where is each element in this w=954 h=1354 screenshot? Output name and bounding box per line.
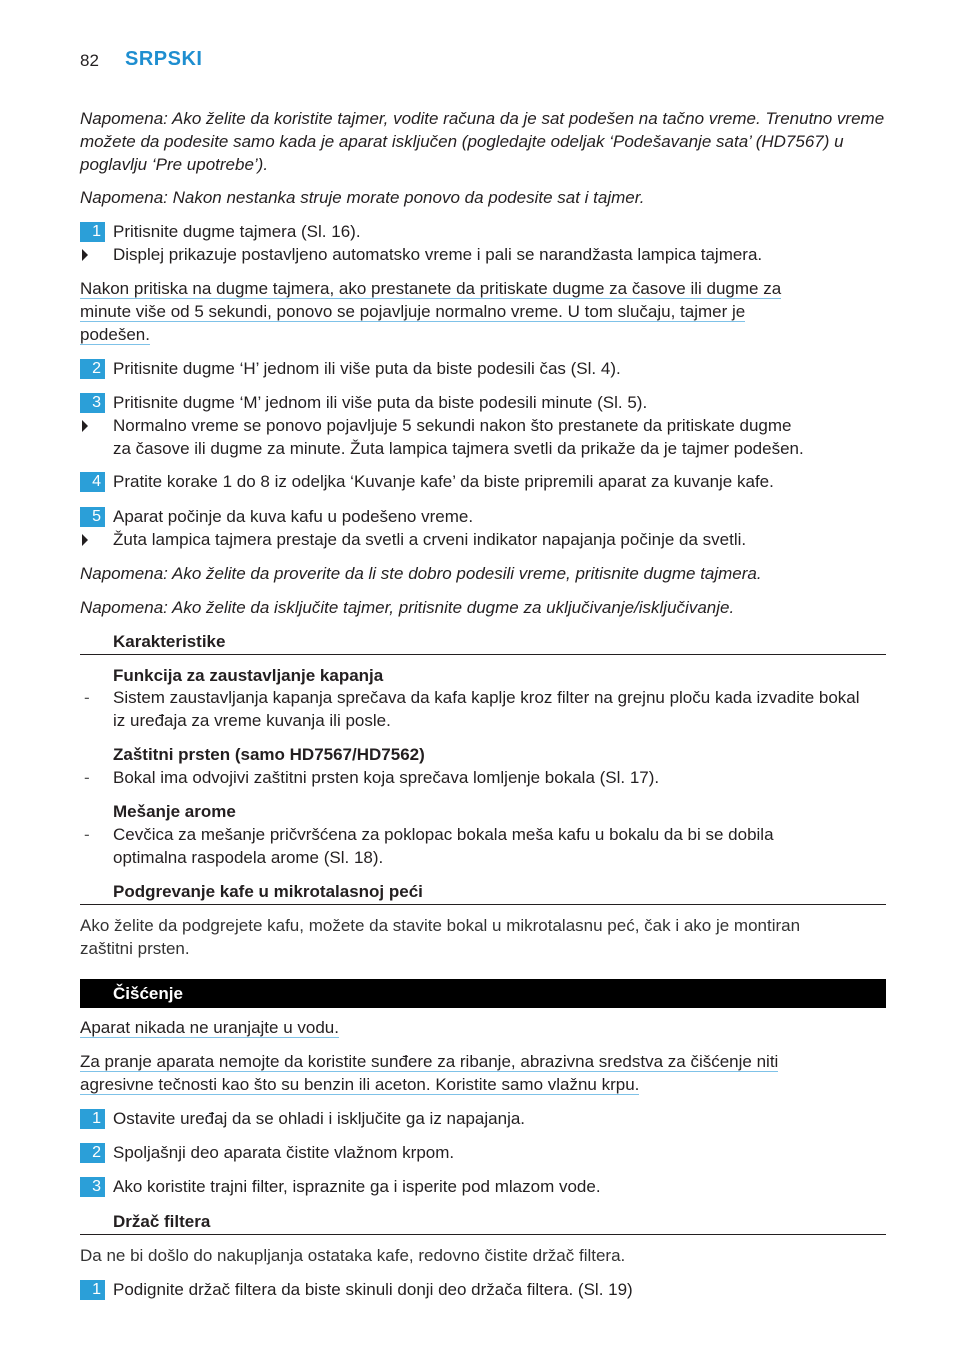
step-text: Spoljašnji deo aparata čistite vlažnom krpom. (113, 1143, 455, 1162)
item-text (113, 823, 886, 869)
step-number: 1 (80, 1109, 105, 1129)
timer-bullet-3 (80, 414, 886, 460)
step-text: Ako koristite trajni filter, ispraznite ga i isperite pod mlazom vode. (113, 1177, 601, 1196)
step-text: Pritisnite dugme tajmera (Sl. 16). (113, 222, 361, 241)
note-check-time: Napomena: Ako želite da proverite da li ste dobro podesili vreme, pritisnite dugme tajmera. (80, 564, 762, 583)
dash-bullet: - (84, 688, 90, 707)
timer-bullet-1 (80, 243, 886, 266)
bullet-arrow-icon (82, 534, 88, 546)
timer-step-1 (80, 220, 886, 243)
bullet-text: Žuta lampica tajmera prestaje da svetli a crveni indikator napajanja počinje da svetli. (113, 530, 747, 549)
cleaning-step-2 (80, 1141, 886, 1164)
timer-step-3 (80, 391, 886, 414)
note-disable-timer: Napomena: Ako želite da isključite tajmer, pritisnite dugme za uključivanje/isključivanje. (80, 598, 735, 617)
step-number: 5 (80, 507, 105, 527)
step-text: Aparat počinje da kuva kafu u podešeno vreme. (113, 507, 474, 526)
timer-warning (80, 277, 886, 346)
bullet-line: za časove ili dugme za minute. Žuta lampica tajmera svetli da prikaže da je tajmer podešen. (113, 439, 804, 458)
section-bar-title: Čišćenje (113, 984, 183, 1003)
item-line: iz uređaja za vreme kuvanja ili posle. (113, 711, 391, 730)
step-number: 1 (80, 222, 105, 242)
subheading-protective-ring: Zaštitni prsten (samo HD7567/HD7562) (113, 745, 425, 764)
item-line: Cevčica za mešanje pričvršćena za poklopac bokala meša kafu u bokalu da bi se dobila (113, 825, 774, 844)
filter-holder-step-1 (80, 1278, 886, 1301)
warning-line: Nakon pritiska na dugme tajmera, ako prestanete da pritiskate dugme za časove ili dugme za (80, 279, 782, 298)
cleaning-step-1 (80, 1107, 886, 1130)
step-number: 3 (80, 393, 105, 413)
filter-holder-text: Da ne bi došlo do nakupljanja ostataka kafe, redovno čistite držač filtera. (80, 1246, 626, 1265)
item-line: Sistem zaustavljanja kapanja sprečava da kafa kaplje kroz filter na grejnu ploču kada izvadite bokal (113, 688, 860, 707)
dash-bullet: - (84, 825, 90, 844)
timer-step-4 (80, 470, 886, 493)
language-label: SRPSKI (125, 48, 203, 70)
para-line: Ako želite da podgrejete kafu, možete da stavite bokal u mikrotalasnu peć, čak i ako je montiran (80, 916, 801, 935)
item-text: Bokal ima odvojivi zaštitni prsten koja sprečava lomljenje bokala (Sl. 17). (113, 768, 660, 787)
para-line: zaštitni prsten. (80, 939, 190, 958)
microwave-text (80, 914, 886, 960)
section-bar-cleaning (80, 979, 886, 1008)
timer-step-5 (80, 505, 886, 528)
bullet-text (113, 414, 886, 460)
cleaning-warning-1 (80, 1016, 886, 1039)
drip-stop-item (80, 686, 886, 732)
note-timer-clock: Napomena: Ako želite da koristite tajmer, vodite računa da je sat podešen na tačno vreme. Trenutno vreme možete da podesite samo kada je aparat isključen (pogledajte odeljak ‘Podešavanje sata’ (HD7567) u poglavlju ‘Pre upotrebe’). (80, 109, 885, 174)
bullet-arrow-icon (82, 420, 88, 432)
step-text: Pritisnite dugme ‘H’ jednom ili više puta da biste podesili čas (Sl. 4). (113, 359, 621, 378)
step-text: Ostavite uređaj da se ohladi i isključite ga iz napajanja. (113, 1109, 526, 1128)
heading-text: Držač filtera (113, 1212, 211, 1231)
step-number: 4 (80, 472, 105, 492)
warning-line: Aparat nikada ne uranjajte u vodu. (80, 1018, 339, 1037)
subheading-aroma: Mešanje arome (113, 802, 236, 821)
section-heading-features (80, 630, 886, 655)
step-number: 3 (80, 1177, 105, 1197)
bullet-line: Normalno vreme se ponovo pojavljuje 5 sekundi nakon što prestanete da pritiskate dugme (113, 416, 792, 435)
dash-bullet: - (84, 768, 90, 787)
step-text: Pratite korake 1 do 8 iz odeljka ‘Kuvanje kafe’ da biste pripremili aparat za kuvanje kafe. (113, 472, 774, 491)
heading-text: Podgrevanje kafe u mikrotalasnoj peći (113, 882, 423, 901)
heading-text: Karakteristike (113, 632, 226, 651)
timer-step-2 (80, 357, 886, 380)
note-power-failure: Napomena: Nakon nestanka struje morate ponovo da podesite sat i tajmer. (80, 188, 645, 207)
step-text: Pritisnite dugme ‘M’ jednom ili više puta da biste podesili minute (Sl. 5). (113, 393, 648, 412)
item-text (113, 686, 886, 732)
warning-line: minute više od 5 sekundi, ponovo se pojavljuje normalno vreme. U tom slučaju, tajmer je (80, 302, 746, 321)
page-number: 82 (80, 51, 99, 70)
step-text: Podignite držač filtera da biste skinuli donji deo držača filtera. (Sl. 19) (113, 1280, 633, 1299)
warning-line: Za pranje aparata nemojte da koristite sunđere za ribanje, abrazivna sredstva za čišćenje niti (80, 1052, 779, 1071)
cleaning-warning-2 (80, 1050, 886, 1096)
bullet-arrow-icon (82, 249, 88, 261)
ring-item (80, 766, 886, 789)
bullet-text: Displej prikazuje postavljeno automatsko vreme i pali se narandžasta lampica tajmera. (113, 245, 763, 264)
step-number: 2 (80, 1143, 105, 1163)
warning-line: podešen. (80, 325, 150, 344)
timer-bullet-5 (80, 528, 886, 551)
subheading-drip-stop: Funkcija za zaustavljanje kapanja (113, 666, 384, 685)
aroma-item (80, 823, 886, 869)
section-heading-microwave (80, 880, 886, 905)
step-number: 2 (80, 359, 105, 379)
cleaning-step-3 (80, 1175, 886, 1198)
step-number: 1 (80, 1280, 105, 1300)
warning-line: agresivne tečnosti kao što su benzin ili aceton. Koristite samo vlažnu krpu. (80, 1075, 640, 1094)
section-heading-filter-holder (80, 1210, 886, 1235)
item-line: optimalna raspodela arome (Sl. 18). (113, 848, 384, 867)
